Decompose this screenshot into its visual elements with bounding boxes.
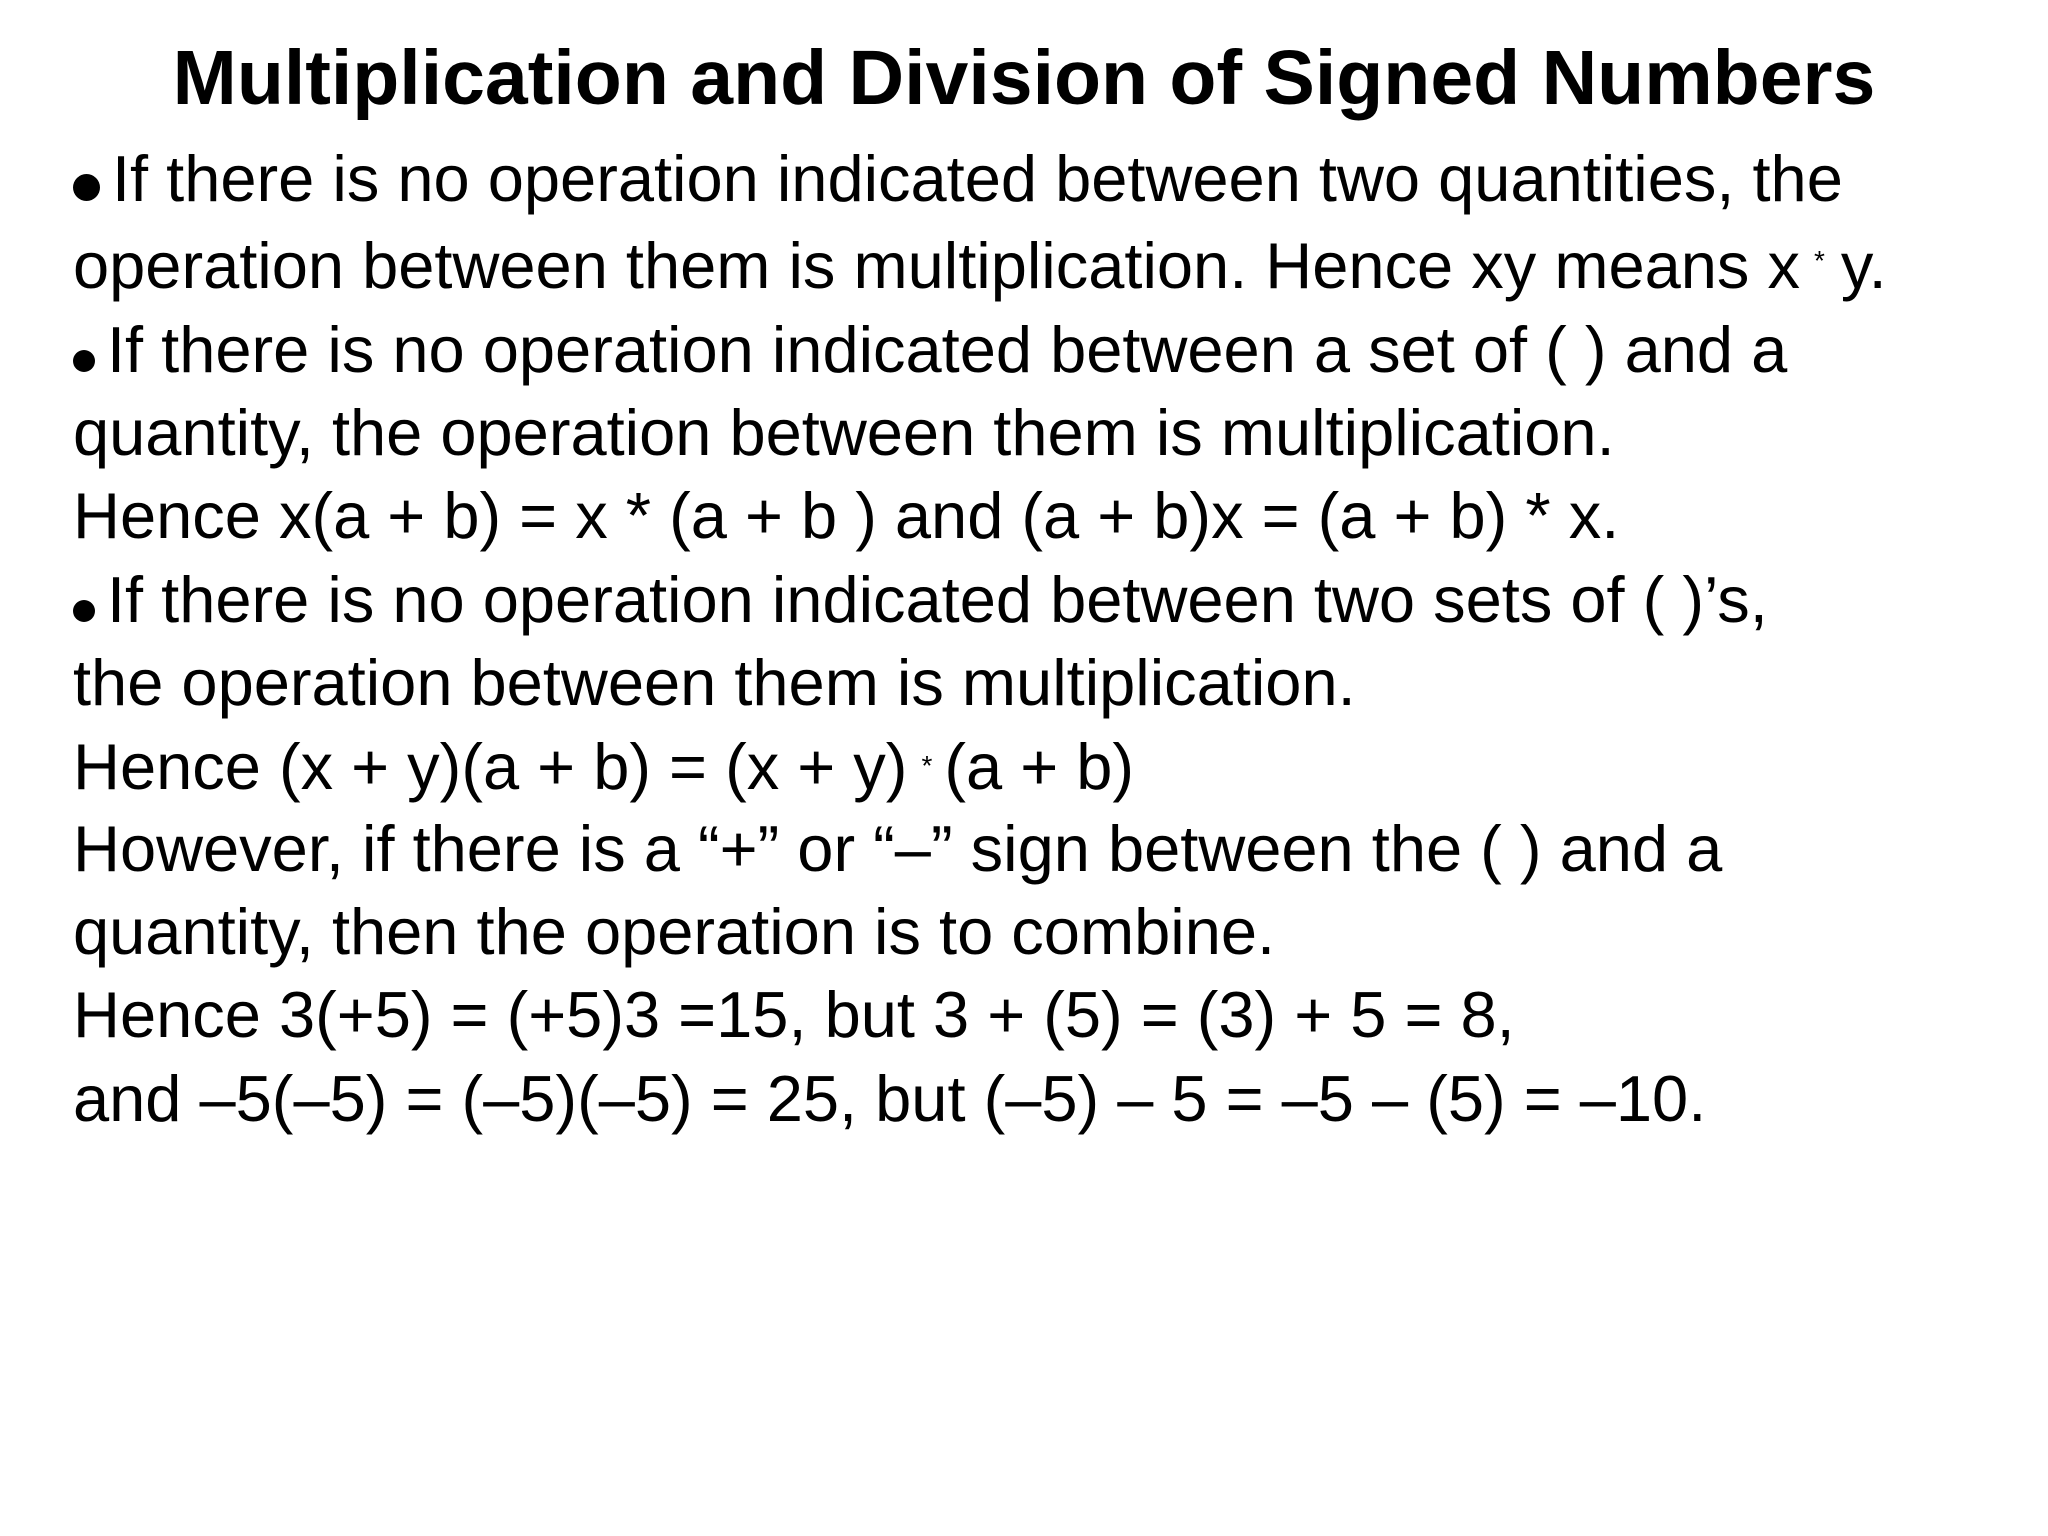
bullet-3-line-3: Hence (x + y)(a + b) = (x + y) * (a + b) (73, 730, 1135, 803)
bullet-2-line-2: quantity, the operation between them is multiplication. (73, 396, 1615, 469)
paragraph-line-2: quantity, then the operation is to combine. (73, 895, 1276, 968)
bullet-2-line-3: Hence x(a + b) = x * (a + b ) and (a + b)x = (a + b) * x. (73, 479, 1620, 552)
bullet-dot-icon (73, 600, 95, 622)
bullet-2-line-1: If there is no operation indicated between a set of ( ) and a (73, 308, 1787, 392)
bullet-1-line-2: operation between them is multiplication. Hence xy means x * y. (73, 229, 1887, 302)
paragraph-line-3: Hence 3(+5) = (+5)3 =15, but 3 + (5) = (3) + 5 = 8, (73, 978, 1515, 1051)
paragraph-line-1: However, if there is a “+” or “–” sign between the ( ) and a (73, 812, 1723, 885)
bullet-dot-icon (73, 174, 100, 201)
bullet-dot-icon (73, 350, 95, 372)
multiply-asterisk: * (921, 750, 933, 781)
bullet-3-line-1: If there is no operation indicated between two sets of ( )’s, (73, 558, 1768, 642)
page-title: Multiplication and Division of Signed Numbers (172, 35, 1876, 121)
paragraph-line-4: and –5(–5) = (–5)(–5) = 25, but (–5) – 5 = –5 – (5) = –10. (73, 1062, 1707, 1135)
bullet-1-line-1: If there is no operation indicated between two quantities, the (73, 137, 1843, 221)
multiply-asterisk: * (1813, 245, 1825, 276)
bullet-3-line-2: the operation between them is multiplication. (73, 646, 1356, 719)
